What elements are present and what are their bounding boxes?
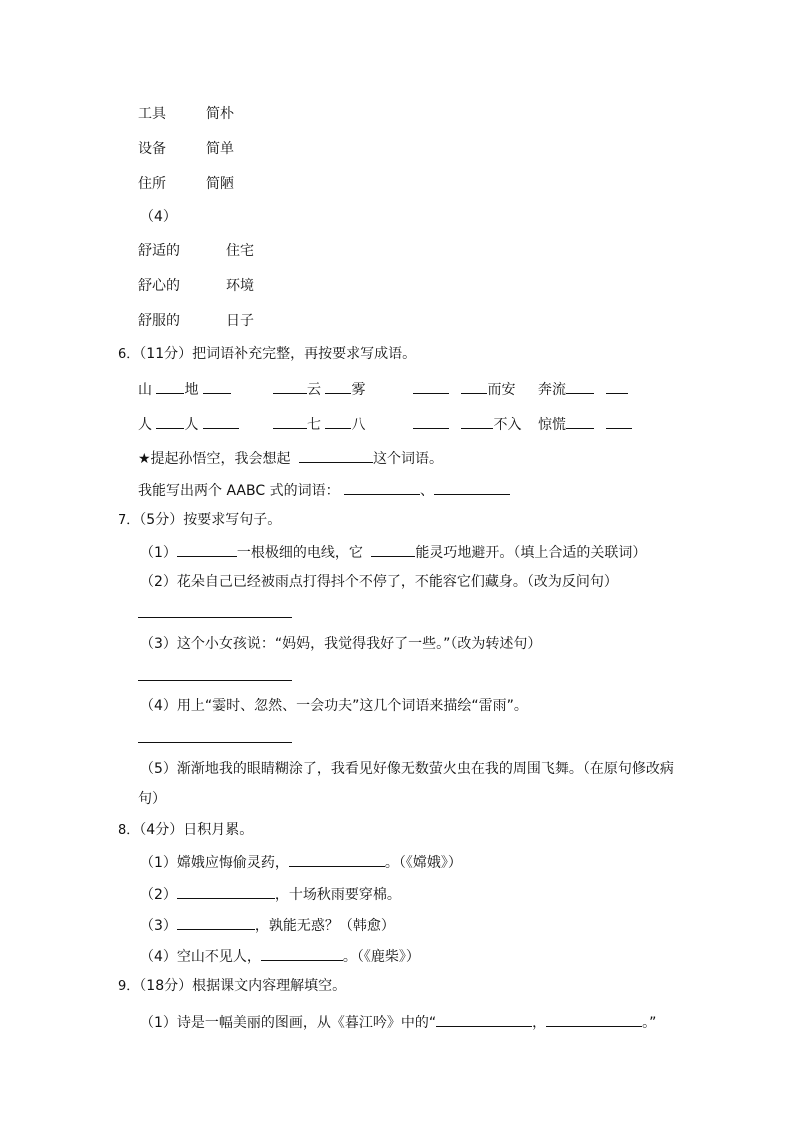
match3-left-1: 工具: [138, 106, 166, 122]
q7-s3: （3）这个小女孩说：“妈妈，我觉得我好了一些。”（改为转述句）: [140, 636, 542, 652]
q6-r2-group-a: 人 人: [138, 413, 239, 435]
q6-r1-d-blank1[interactable]: [566, 378, 594, 394]
match4-right-1: 住宅: [226, 243, 254, 259]
q9-text: （18分）根据课文内容理解填空。: [139, 978, 347, 994]
q9-number: 9．: [118, 979, 140, 994]
q7-s2-answer-line[interactable]: [138, 617, 292, 618]
q8-item1: （1）嫦娥应悔偷灵药， 。（《嫦娥》）: [140, 851, 462, 873]
match4-left-1: 舒适的: [138, 243, 180, 259]
match4-left-2: 舒心的: [138, 278, 180, 294]
q6-heading: [118, 344, 416, 365]
q6-r2-group-b: 七 八: [273, 413, 365, 435]
q7-s3-answer-line[interactable]: [138, 680, 292, 681]
q9-item1: （1）诗是一幅美丽的图画，从《暮江吟》中的“ ， 。”: [140, 1011, 656, 1033]
q6-r1-a-blank2[interactable]: [203, 378, 231, 394]
q6-r1-d-blank2[interactable]: [606, 378, 628, 394]
q6-text: （11分）把词语补充完整，再按要求写成语。: [139, 346, 417, 362]
q6-aabc-blank1[interactable]: [344, 479, 420, 495]
q6-r2-group-c: 不入: [413, 413, 521, 435]
q8-item2: （2） ，十场秋雨要穿棉。: [140, 883, 401, 905]
q8-item2-blank[interactable]: [177, 883, 275, 899]
q7-s2: （2）花朵自己已经被雨点打得抖个不停了，不能容它们藏身。（改为反问句）: [140, 574, 618, 590]
q6-aabc-blank2[interactable]: [434, 479, 510, 495]
q7-text: （5分）按要求写句子。: [139, 512, 282, 528]
q8-item3-blank[interactable]: [177, 914, 255, 930]
q7-s5-line2: 句）: [138, 791, 166, 807]
q9-item1-blank2[interactable]: [546, 1011, 642, 1027]
q8-item3: （3） ，孰能无惑？（韩愈）: [140, 914, 395, 936]
q8-item1-blank[interactable]: [289, 851, 385, 867]
match4-label: （4）: [140, 209, 177, 225]
q6-r1-group-c: 而安: [413, 378, 515, 400]
q6-line4: 我能写出两个 AABC 式的词语： 、: [138, 479, 510, 501]
q6-idiom-blank[interactable]: [299, 447, 373, 463]
q9-item1-blank1[interactable]: [436, 1011, 532, 1027]
q6-r1-a-blank1[interactable]: [156, 378, 184, 394]
q6-r2-a-blank1[interactable]: [156, 413, 184, 429]
q6-r2-b-blank2[interactable]: [325, 413, 351, 429]
q6-r2-d-blank2[interactable]: [606, 413, 632, 429]
q6-r2-c-blank1[interactable]: [413, 413, 449, 429]
q8-number: 8．: [118, 823, 140, 838]
q8-item4: （4）空山不见人， 。（《鹿柴》）: [140, 945, 420, 967]
q7-number: 7．: [118, 513, 140, 528]
q6-r1-group-b: 云 雾: [273, 378, 365, 400]
q6-number: 6．: [118, 347, 140, 362]
q6-r1-b-blank2[interactable]: [325, 378, 351, 394]
q6-r2-d-blank1[interactable]: [566, 413, 594, 429]
q6-r2-c-blank2[interactable]: [461, 413, 493, 429]
q7-s1: （1） 一根极细的电线，它 能灵巧地避开。（填上合适的关联词）: [140, 541, 646, 563]
q6-r2-b-blank1[interactable]: [273, 413, 307, 429]
q9-heading: [118, 976, 346, 997]
match3-left-2: 设备: [138, 141, 166, 157]
q6-r2-a-blank2[interactable]: [203, 413, 239, 429]
match3-right-2: 简单: [206, 141, 234, 157]
match4-left-3: 舒服的: [138, 313, 180, 329]
q6-line3: ★提起孙悟空，我会想起 这个词语。: [138, 447, 443, 469]
q7-s5-line1: （5）渐渐地我的眼睛糊涂了，我看见好像无数萤火虫在我的周围飞舞。（在原句修改病: [140, 761, 674, 777]
match4-right-2: 环境: [226, 278, 254, 294]
q6-r1-b-blank1[interactable]: [273, 378, 307, 394]
q6-r1-group-d: 奔流: [538, 378, 628, 400]
q6-r1-c-blank2[interactable]: [461, 378, 487, 394]
q8-heading: [118, 820, 253, 841]
match3-right-1: 简朴: [206, 106, 234, 122]
match3-right-3: 简陋: [206, 176, 234, 192]
q6-r2-group-d: 惊慌: [538, 413, 632, 435]
q8-item4-blank[interactable]: [261, 945, 343, 961]
q7-s1-blank1[interactable]: [177, 541, 237, 557]
q6-r1-c-blank1[interactable]: [413, 378, 449, 394]
q8-text: （4分）日积月累。: [139, 822, 254, 838]
q7-heading: [118, 510, 281, 531]
q7-s4-answer-line[interactable]: [138, 742, 292, 743]
match3-left-3: 住所: [138, 176, 166, 192]
q7-s1-blank2[interactable]: [371, 541, 415, 557]
match4-right-3: 日子: [226, 313, 254, 329]
q7-s4: （4）用上“霎时、忽然、一会功夫”这几个词语来描绘“雷雨”。: [140, 698, 528, 714]
q6-r1-group-a: 山 地: [138, 378, 231, 400]
